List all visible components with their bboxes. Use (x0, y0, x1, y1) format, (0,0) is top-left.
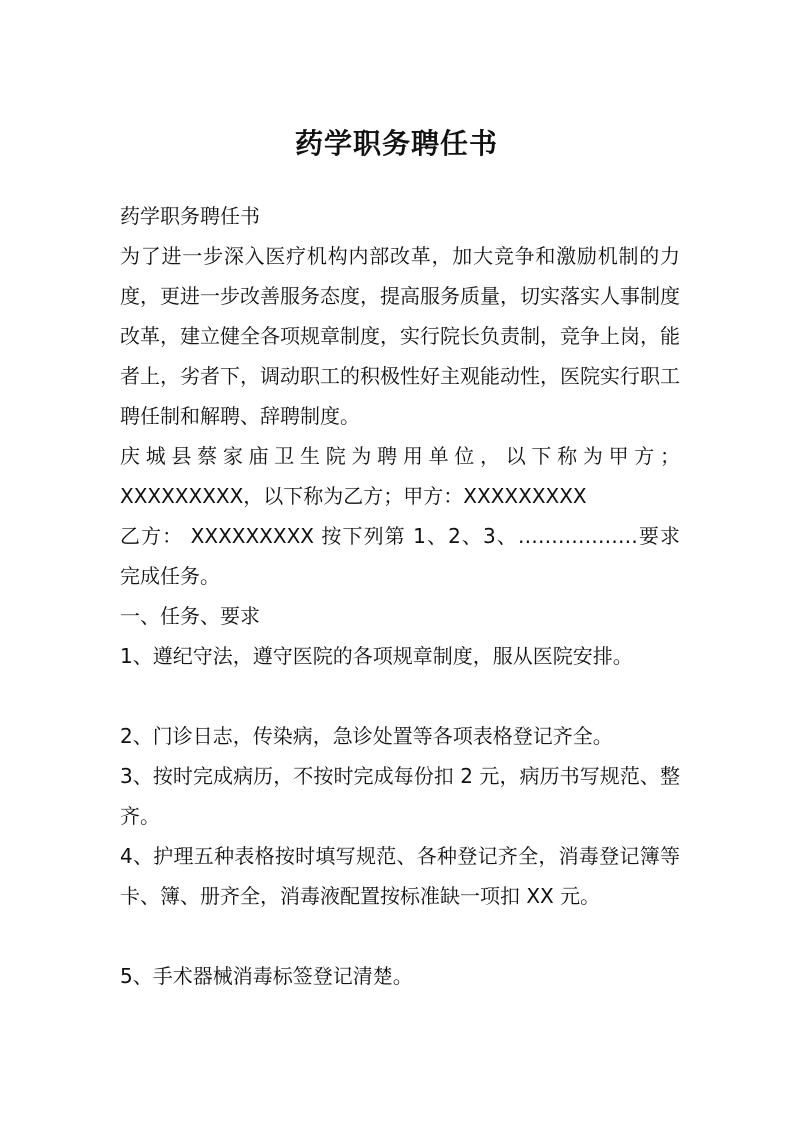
section-heading-tasks: 一、任务、要求 (120, 604, 260, 628)
task-item-1: 1、遵纪守法，遵守医院的各项规章制度，服从医院安排。 (120, 644, 633, 668)
task-item-2: 2、门诊日志，传染病，急诊处置等各项表格登记齐全。 (120, 724, 613, 748)
paragraph-parties: 庆城县蔡家庙卫生院为聘用单位，以下称为甲方；XXXXXXXXX，以下称为乙方；甲方：XXXXXXXXX (120, 444, 680, 508)
task-item-5: 5、手术器械消毒标签登记清楚。 (120, 964, 413, 988)
task-item-4: 4、护理五种表格按时填写规范、各种登记齐全，消毒登记簿等卡、簿、册齐全，消毒液配置按标准缺一项扣 XX 元。 (120, 844, 680, 908)
paragraph-party-b: 乙方： XXXXXXXXX 按下列第 1、2、3、………………要求完成任务。 (120, 524, 680, 588)
paragraph-heading: 药学职务聘任书 (120, 204, 260, 228)
document-body (120, 196, 680, 996)
paragraph-intro: 为了进一步深入医疗机构内部改革，加大竞争和激励机制的力度，更进一步改善服务态度，提高服务质量，切实落实人事制度改革，建立健全各项规章制度，实行院长负责制，竞争上岗，能者上，劣者下，调动职工的积极性好主观能动性，医院实行职工聘任制和解聘、辞聘制度。 (120, 244, 680, 428)
document-title: 药学职务聘任书 (294, 127, 498, 160)
task-item-3: 3、按时完成病历，不按时完成每份扣 2 元，病历书写规范、整齐。 (120, 764, 680, 828)
